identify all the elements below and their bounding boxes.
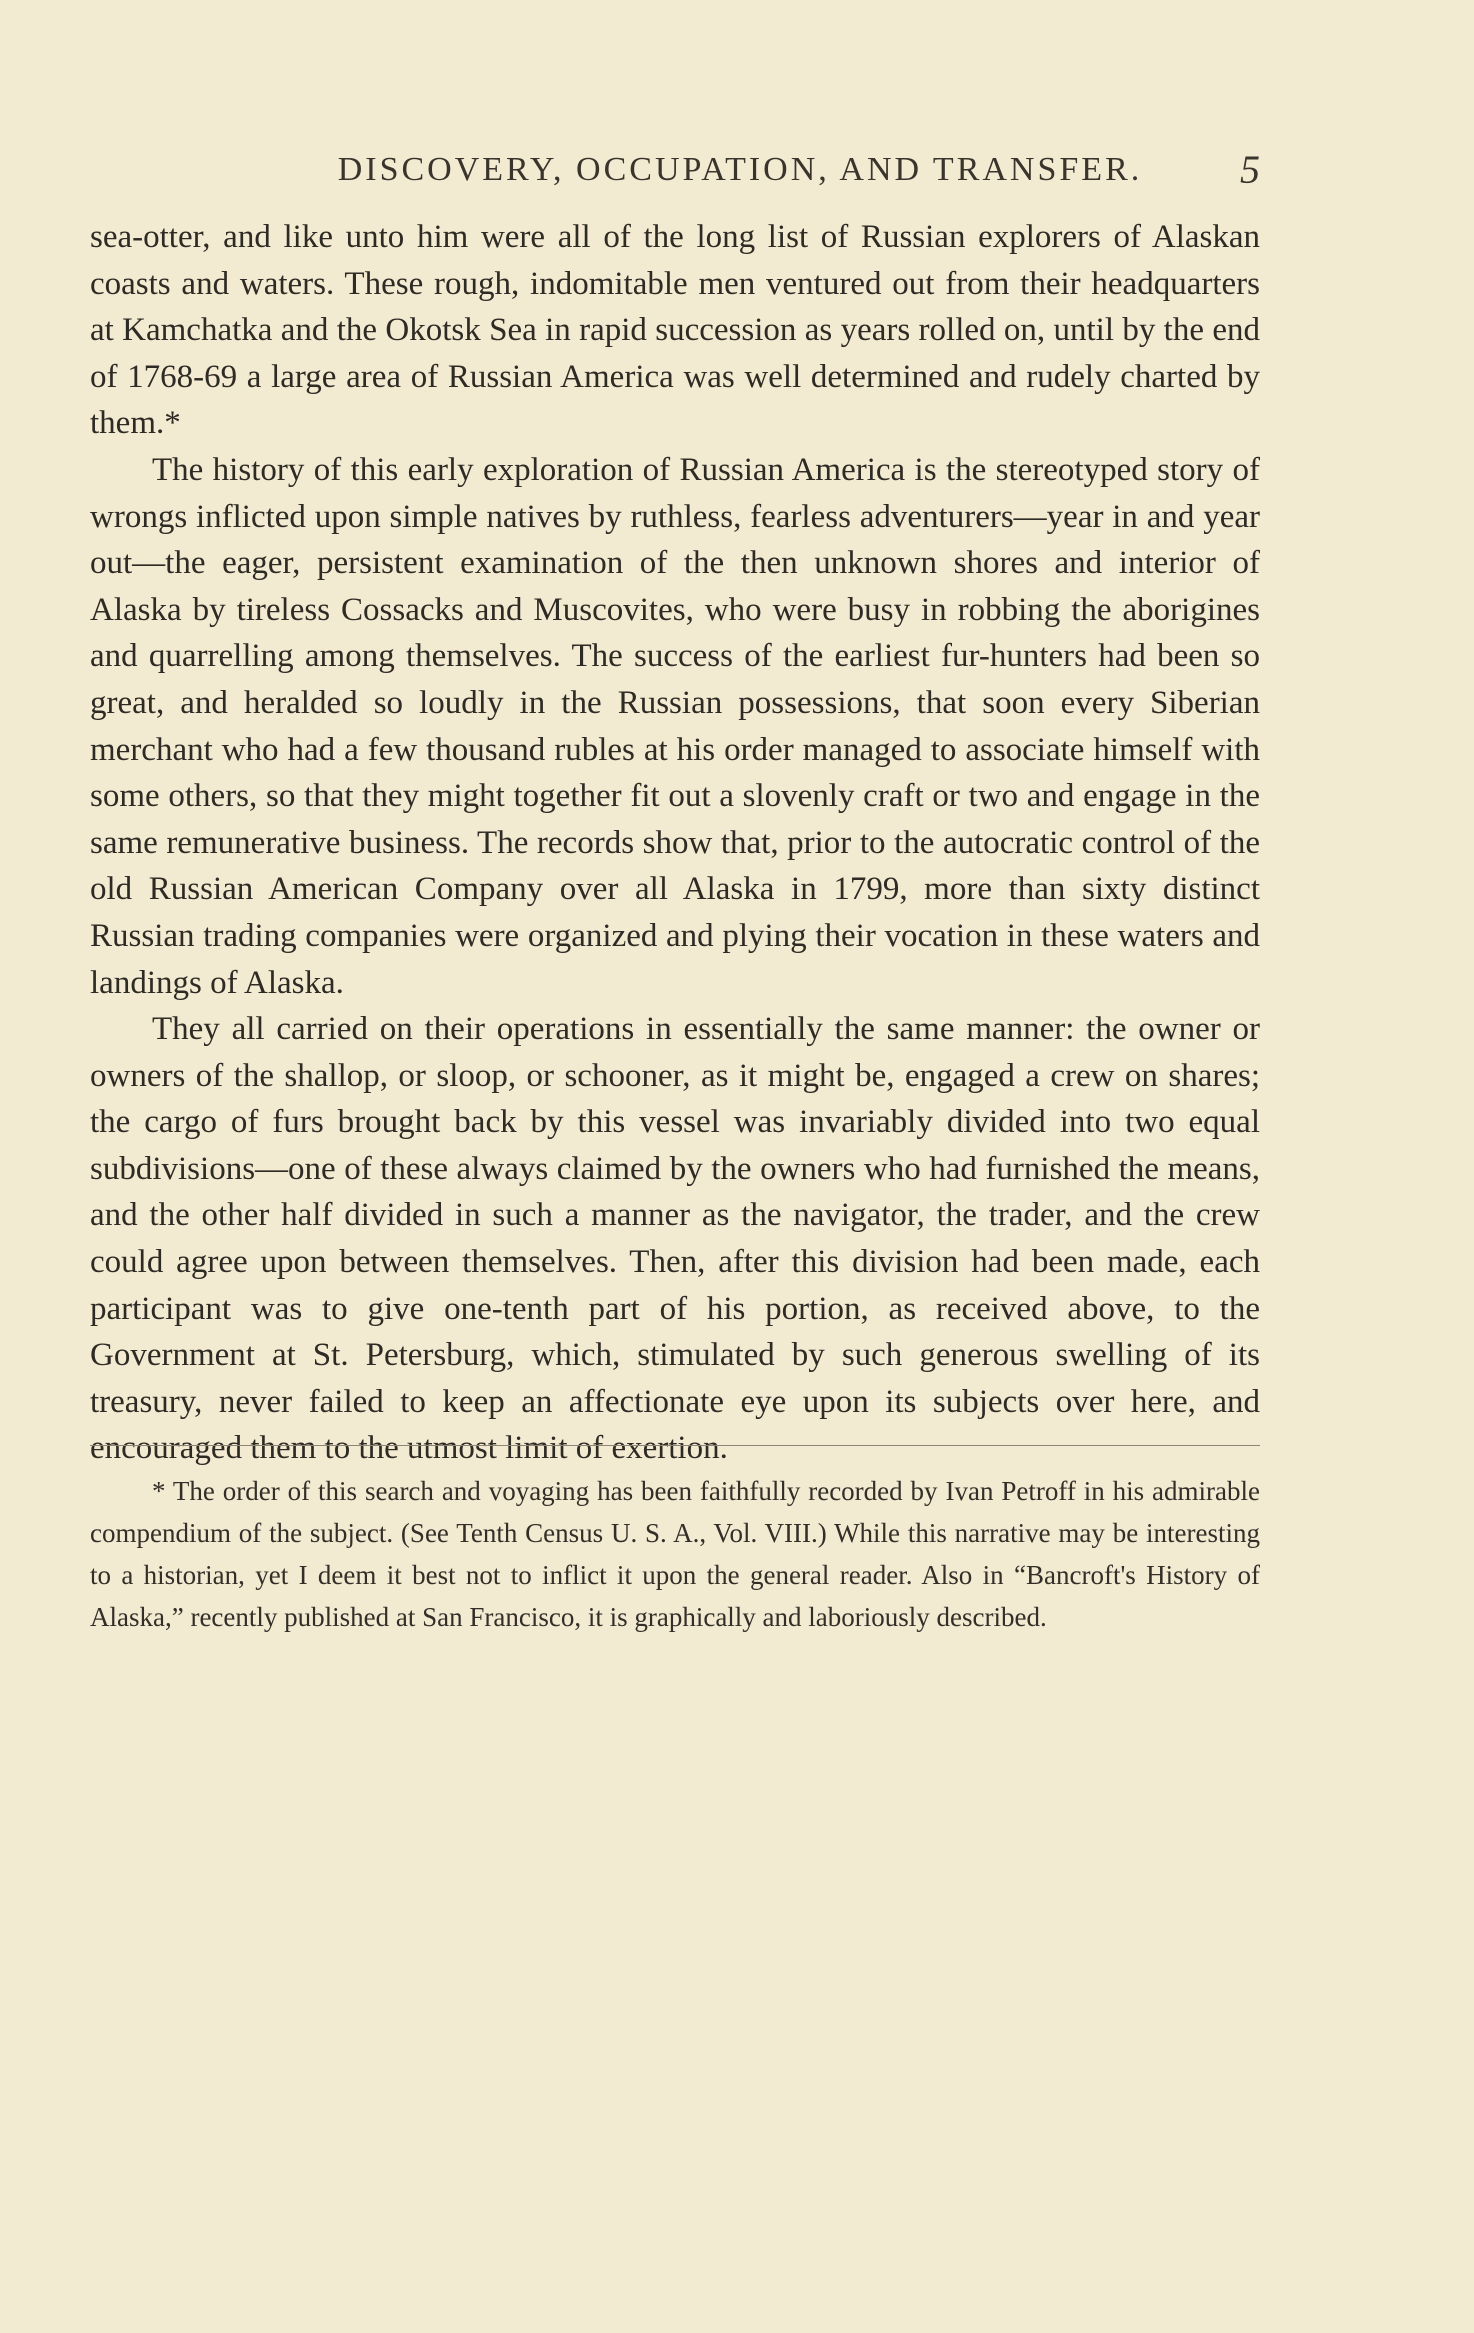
footnote-rule [90, 1445, 1260, 1446]
paragraph-history: The history of this early exploration of Russian America is the stereotyped story of wrongs inflicted upon simple natives by ruthless, fearless adventurers—year in and year out—the eager, persistent examination of the then unknown shores and interior of Alaska by tireless Cossacks and Muscovites, who were busy in robbing the aborigines and quarrelling among themselves. The success of the earliest fur-hunters had been so great, and heralded so loudly in the Russian possessions, that soon every Siberian merchant who had a few thousand rubles at his order managed to associate himself with some others, so that they might together fit out a slovenly craft or two and engage in the same remunerative business. The records show that, prior to the autocratic control of the old Russian American Company over all Alaska in 1799, more than sixty distinct Russian trading companies were organized and plying their vocation in these waters and landings of Alaska. [90, 451, 1260, 1001]
running-head [220, 140, 1260, 200]
paragraph-continued: sea-otter, and like unto him were all of the long list of Russian explorers of Alaskan coasts and waters. These rough, indomitable men ventured out from their headquarters at Kamchatka and the Okotsk Sea in rapid succession as years rolled on, until by the end of 1768-69 a large area of Russian America was well determined and rudely charted by them.* [90, 219, 1260, 442]
paragraph-operations: They all carried on their operations in essentially the same manner: the owner or owners of the shallop, or sloop, or schooner, as it might be, engaged a crew on shares; the cargo of furs brought back by this vessel was invariably divided into two equal subdivisions—one of these always claimed by the owners who had furnished the means, and the other half divided in such a manner as the navigator, the trader, and the crew could agree upon between themselves. Then, after this division had been made, each participant was to give one-tenth part of his portion, as received above, to the Government at St. Petersburg, which, stimulated by such generous swelling of its treasury, never failed to keep an affectionate eye upon its subjects over here, and encouraged them to the utmost limit of exertion. [90, 1011, 1260, 1467]
body-text [90, 214, 1260, 1472]
footnote-text: * The order of this search and voyaging has been faithfully recorded by Ivan Petroff in his admirable compendium of the subject. (See Tenth Census U. S. A., Vol. VIII.) While this narrative may be interesting to a historian, yet I deem it best not to inflict it upon the general reader. Also in “Bancroft's History of Alaska,” recently published at San Francisco, it is graphically and laboriously described. [90, 1476, 1260, 1632]
running-title: DISCOVERY, OCCUPATION, AND TRANSFER. [337, 151, 1143, 188]
page-number: 5 [1240, 147, 1260, 192]
footnote [90, 1470, 1260, 1638]
